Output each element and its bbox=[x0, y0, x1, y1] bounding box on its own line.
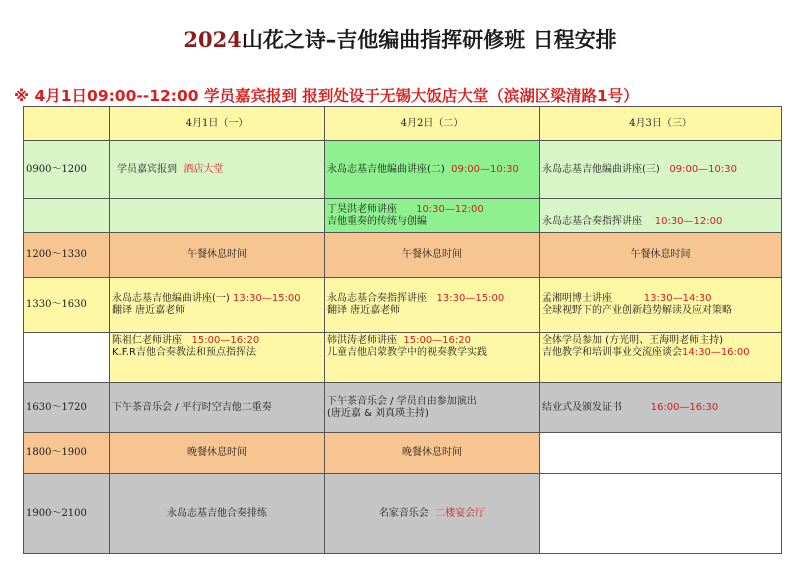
cell-d3-r5 bbox=[540, 333, 782, 383]
cell-d3-r4 bbox=[540, 278, 782, 333]
header-day-2: 4月2日（二） bbox=[325, 107, 540, 141]
cell-d3-r6 bbox=[540, 383, 782, 433]
cell-text: 永岛志基吉他编曲讲座(一) bbox=[112, 293, 230, 304]
cell-subtitle: 翻译 唐近嘉老师 bbox=[112, 305, 186, 316]
cell-d3-r7 bbox=[540, 433, 782, 474]
time-cell bbox=[24, 333, 110, 383]
cell-d3-r2 bbox=[540, 199, 782, 233]
cell-d1-r7: 晚餐休息时间 bbox=[110, 433, 325, 474]
cell-subtitle: 儿童吉他启蒙教学中的视奏教学实践 bbox=[327, 347, 487, 358]
time-cell: 1330～1630 bbox=[24, 278, 110, 333]
table-row bbox=[24, 433, 782, 474]
cell-text: 名家音乐会 bbox=[378, 507, 429, 519]
title-text: 山花之诗–吉他编曲指挥研修班 日程安排 bbox=[241, 28, 617, 52]
cell-subtitle: 全球视野下的产业创新趋势解读及应对策略 bbox=[542, 305, 732, 316]
cell-subtitle: 吉他教学和培训事业交流座谈会 bbox=[542, 347, 682, 358]
cell-text: 永岛志基合奏指挥讲座 bbox=[327, 293, 427, 304]
cell-subtitle: 吉他重奏的传统与创编 bbox=[327, 215, 427, 227]
table-row bbox=[24, 333, 782, 383]
cell-text: 韩洪涛老师讲座 bbox=[327, 335, 397, 346]
cell-subtitle: (唐近嘉 & 刘真瑛主持) bbox=[327, 407, 429, 419]
cell-time: 14:30—16:00 bbox=[682, 347, 750, 358]
title-year: 2024 bbox=[183, 27, 242, 52]
cell-text: 永岛志基合奏指挥讲座 bbox=[542, 216, 642, 227]
cell-d3-r3: 午餐休息时间 bbox=[540, 233, 782, 278]
cell-d1-r4 bbox=[110, 278, 325, 333]
cell-d2-r3: 午餐休息时间 bbox=[325, 233, 540, 278]
table-row bbox=[24, 278, 782, 333]
table-row bbox=[24, 141, 782, 199]
cell-d2-r5 bbox=[325, 333, 540, 383]
cell-time: 15:00—16:20 bbox=[403, 335, 471, 346]
table-row bbox=[24, 233, 782, 278]
cell-text: 下午茶音乐会 / 学员自由参加演出 bbox=[327, 395, 477, 407]
table-row bbox=[24, 199, 782, 233]
registration-notice: ※ 4月1日09:00--12:00 学员嘉宾报到 报到处设于无锡大饭店大堂（滨湖区梁清路1号） bbox=[14, 87, 639, 105]
cell-time: 15:00—16:20 bbox=[191, 335, 260, 346]
cell-d2-r7: 晚餐休息时间 bbox=[325, 433, 540, 474]
page-title bbox=[0, 24, 800, 54]
header-day-1: 4月1日（一） bbox=[110, 107, 325, 141]
cell-time: 13:30—15:00 bbox=[233, 293, 301, 304]
cell-location: 二楼宴会厅 bbox=[435, 507, 486, 519]
cell-text: 孟湘明博士讲座 bbox=[542, 293, 612, 304]
header-time-cell bbox=[24, 107, 110, 141]
cell-d1-r3: 午餐休息时间 bbox=[110, 233, 325, 278]
cell-time: 09:00—10:30 bbox=[669, 163, 737, 175]
cell-d2-r2 bbox=[325, 199, 540, 233]
time-cell: 0900～1200 bbox=[24, 141, 110, 199]
cell-d1-r2 bbox=[110, 199, 325, 233]
schedule-table bbox=[23, 106, 782, 554]
cell-text: 丁昊洪老师讲座 bbox=[327, 203, 397, 215]
cell-text: 永岛志基吉他编曲讲座(二) bbox=[327, 163, 445, 175]
table-row bbox=[24, 474, 782, 554]
cell-text: 陈祖仁老师讲座 bbox=[112, 335, 182, 346]
cell-d3-r8 bbox=[540, 474, 782, 554]
time-cell: 1900～2100 bbox=[24, 474, 110, 554]
cell-time: 09:00—10:30 bbox=[451, 163, 519, 175]
cell-d3-r1 bbox=[540, 141, 782, 199]
cell-text: 全体学员参加 (方光明、王海明老师主持) bbox=[542, 335, 723, 346]
cell-time: 16:00—16:30 bbox=[650, 401, 719, 413]
cell-d2-r8 bbox=[325, 474, 540, 554]
cell-d2-r6 bbox=[325, 383, 540, 433]
time-cell: 1630～1720 bbox=[24, 383, 110, 433]
cell-d1-r5 bbox=[110, 333, 325, 383]
header-day-3: 4月3日（三） bbox=[540, 107, 782, 141]
time-cell: 1200～1330 bbox=[24, 233, 110, 278]
cell-d1-r8: 永岛志基吉他合奏排练 bbox=[110, 474, 325, 554]
cell-time: 10:30—12:00 bbox=[416, 203, 484, 215]
cell-time: 13:30—15:00 bbox=[436, 293, 505, 304]
cell-d1-r6: 下午茶音乐会 / 平行时空吉他二重奏 bbox=[110, 383, 325, 433]
cell-text: 永岛志基吉他编曲讲座(三) bbox=[542, 163, 660, 175]
time-cell: 1800～1900 bbox=[24, 433, 110, 474]
time-cell bbox=[24, 199, 110, 233]
cell-time: 13:30—14:30 bbox=[643, 293, 712, 304]
cell-d1-r1 bbox=[110, 141, 325, 199]
cell-text: 学员嘉宾报到 bbox=[117, 163, 177, 175]
table-row bbox=[24, 383, 782, 433]
header-row bbox=[24, 107, 782, 141]
cell-d2-r1 bbox=[325, 141, 540, 199]
cell-d2-r4 bbox=[325, 278, 540, 333]
cell-text: 结业式及颁发证书 bbox=[542, 401, 622, 413]
cell-time: 10:30—12:00 bbox=[654, 216, 723, 227]
cell-subtitle: K.F.R吉他合奏教法和预点指挥法 bbox=[112, 347, 257, 358]
cell-location: 酒店大堂 bbox=[183, 163, 224, 175]
cell-subtitle: 翻译 唐近嘉老师 bbox=[327, 305, 401, 316]
